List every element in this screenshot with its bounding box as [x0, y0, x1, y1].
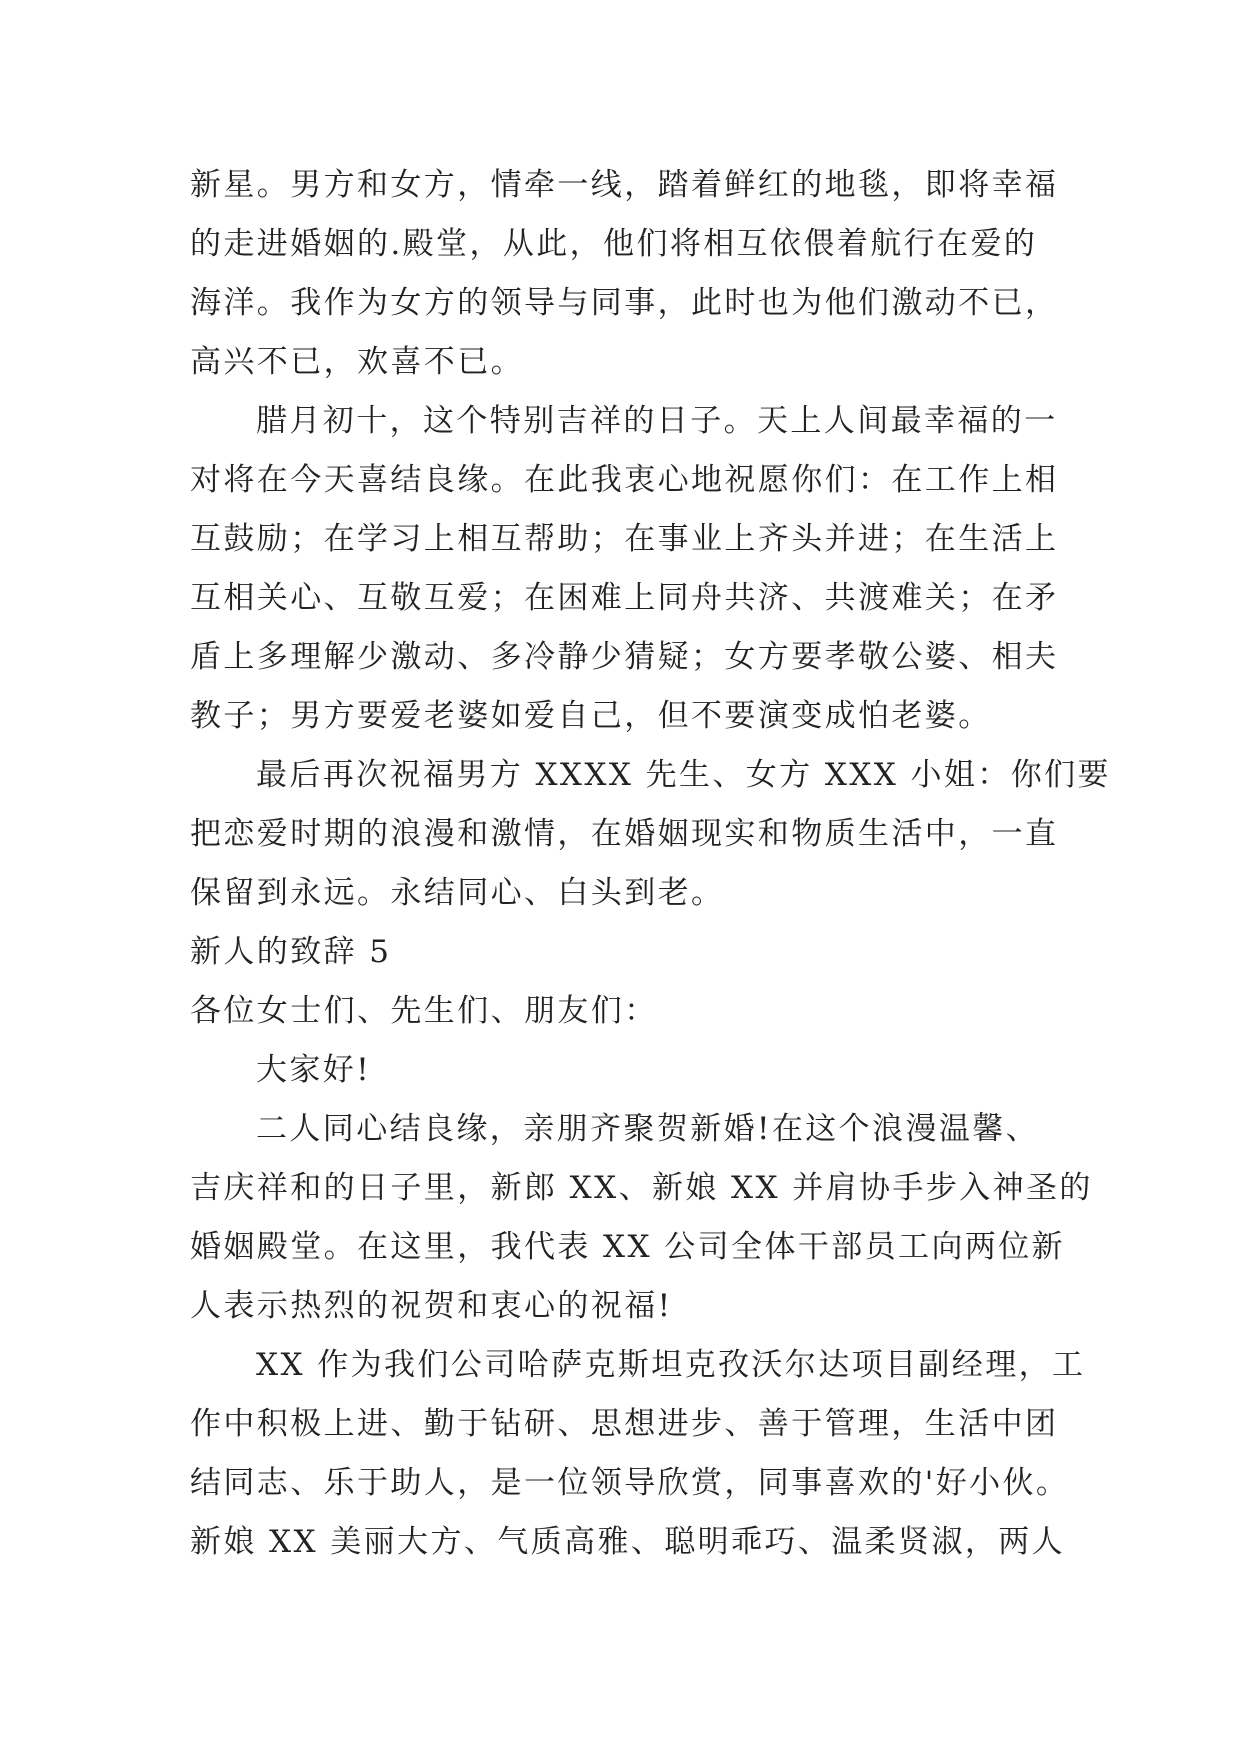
document-body — [190, 156, 1111, 1572]
paragraph-line: 的走进婚姻的.殿堂，从此，他们将相互依偎着航行在爱的 — [190, 226, 1038, 262]
paragraph-line: 作中积极上进、勤于钻研、思想进步、善于管理，生活中团 — [190, 1406, 1059, 1442]
paragraph-line: 高兴不已，欢喜不已。 — [190, 344, 524, 380]
paragraph-line: 新星。男方和女方，情牵一线，踏着鲜红的地毯，即将幸福 — [190, 167, 1059, 203]
paragraph-line: 吉庆祥和的日子里，新郎 XX、新娘 XX 并肩协手步入神圣的 — [190, 1170, 1093, 1206]
paragraph-line: 教子；男方要爱老婆如爱自己，但不要演变成怕老婆。 — [190, 698, 992, 734]
paragraph-line: XX 作为我们公司哈萨克斯坦克孜沃尔达项目副经理，工 — [256, 1347, 1086, 1383]
section-heading: 新人的致辞 5 — [190, 934, 392, 970]
paragraph-line: 海洋。我作为女方的领导与同事，此时也为他们激动不已， — [190, 285, 1059, 321]
salutation: 各位女士们、先生们、朋友们： — [190, 993, 658, 1029]
paragraph-line: 二人同心结良缘，亲朋齐聚贺新婚!在这个浪漫温馨、 — [256, 1111, 1040, 1147]
paragraph-line: 互相关心、互敬互爱；在困难上同舟共济、共渡难关；在矛 — [190, 580, 1059, 616]
paragraph-line: 把恋爱时期的浪漫和激情，在婚姻现实和物质生活中，一直 — [190, 816, 1059, 852]
paragraph-line: 盾上多理解少激动、多冷静少猜疑；女方要孝敬公婆、相夫 — [190, 639, 1059, 675]
paragraph-line: 新娘 XX 美丽大方、气质高雅、聪明乖巧、温柔贤淑，两人 — [190, 1524, 1066, 1560]
greeting: 大家好! — [256, 1052, 372, 1088]
paragraph-line: 腊月初十，这个特别吉祥的日子。天上人间最幸福的一 — [256, 403, 1058, 439]
paragraph-line: 保留到永远。永结同心、白头到老。 — [190, 875, 725, 911]
paragraph-line: 互鼓励；在学习上相互帮助；在事业上齐头并进；在生活上 — [190, 521, 1059, 557]
paragraph-line: 对将在今天喜结良缘。在此我衷心地祝愿你们：在工作上相 — [190, 462, 1059, 498]
paragraph-line: 最后再次祝福男方 XXXX 先生、女方 XXX 小姐：你们要 — [256, 757, 1111, 793]
paragraph-line: 结同志、乐于助人，是一位领导欣赏，同事喜欢的'好小伙。 — [190, 1465, 1070, 1501]
paragraph-line: 婚姻殿堂。在这里，我代表 XX 公司全体干部员工向两位新 — [190, 1229, 1066, 1265]
paragraph-line: 人表示热烈的祝贺和衷心的祝福! — [190, 1288, 673, 1324]
